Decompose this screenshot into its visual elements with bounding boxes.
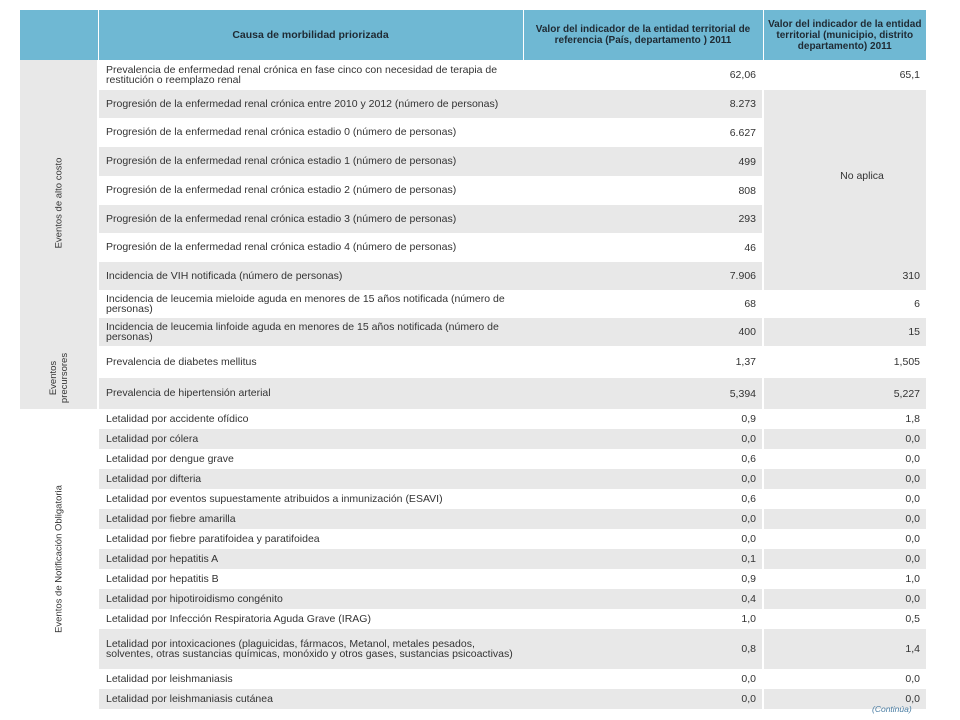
row-cause: Incidencia de VIH notificada (número de personas) bbox=[98, 262, 523, 290]
table-body bbox=[20, 60, 926, 709]
table-row bbox=[20, 90, 926, 118]
row-reference-value: 0,6 bbox=[523, 449, 763, 469]
row-reference-value: 68 bbox=[523, 290, 763, 318]
no-aplica-cell: No aplica bbox=[763, 90, 926, 262]
group-precursores bbox=[20, 346, 98, 409]
row-reference-value: 0,0 bbox=[523, 689, 763, 709]
row-reference-value: 0,4 bbox=[523, 589, 763, 609]
row-cause: Letalidad por hipotiroidismo congénito bbox=[98, 589, 523, 609]
row-cause: Progresión de la enfermedad renal crónica estadio 1 (número de personas) bbox=[98, 147, 523, 176]
header-cause: Causa de morbilidad priorizada bbox=[98, 10, 523, 60]
continua-note: (Continúa) bbox=[872, 704, 912, 714]
row-territorial-value: 0,0 bbox=[763, 549, 926, 569]
table-row bbox=[20, 262, 926, 290]
row-cause: Progresión de la enfermedad renal crónica estadio 2 (número de personas) bbox=[98, 176, 523, 205]
row-reference-value: 0,9 bbox=[523, 409, 763, 429]
row-cause: Letalidad por hepatitis B bbox=[98, 569, 523, 589]
row-reference-value: 0,0 bbox=[523, 509, 763, 529]
table-row bbox=[20, 489, 926, 509]
row-cause: Incidencia de leucemia linfoide aguda en menores de 15 años notificada (número de personas) bbox=[98, 318, 523, 346]
group-label-alto-costo: Eventos de alto costo bbox=[53, 157, 64, 249]
table-row bbox=[20, 346, 926, 378]
table-row bbox=[20, 549, 926, 569]
row-reference-value: 0,0 bbox=[523, 669, 763, 689]
table-header bbox=[20, 10, 926, 60]
table-row bbox=[20, 669, 926, 689]
header-reference: Valor del indicador de la entidad territorial de referencia (País, departamento ) 2011 bbox=[523, 10, 763, 60]
row-reference-value: 0,8 bbox=[523, 629, 763, 669]
row-cause: Progresión de la enfermedad renal crónica estadio 3 (número de personas) bbox=[98, 205, 523, 233]
row-reference-value: 0,1 bbox=[523, 549, 763, 569]
row-territorial-value: 6 bbox=[763, 290, 926, 318]
row-cause: Incidencia de leucemia mieloide aguda en menores de 15 años notificada (número de personas) bbox=[98, 290, 523, 318]
table-row bbox=[20, 609, 926, 629]
group-label-precursores-line1: Eventos bbox=[47, 360, 59, 395]
row-cause: Letalidad por Infección Respiratoria Aguda Grave (IRAG) bbox=[98, 609, 523, 629]
table-row bbox=[20, 509, 926, 529]
row-territorial-value: 1,8 bbox=[763, 409, 926, 429]
row-reference-value: 0,0 bbox=[523, 529, 763, 549]
table-row bbox=[20, 318, 926, 346]
group-label-precursores bbox=[48, 352, 70, 402]
row-cause: Progresión de la enfermedad renal crónica entre 2010 y 2012 (número de personas) bbox=[98, 90, 523, 118]
row-territorial-value: 15 bbox=[763, 318, 926, 346]
row-cause: Progresión de la enfermedad renal crónica estadio 4 (número de personas) bbox=[98, 233, 523, 262]
row-territorial-value: 1,505 bbox=[763, 346, 926, 378]
row-reference-value: 0,0 bbox=[523, 429, 763, 449]
table-row bbox=[20, 449, 926, 469]
row-cause: Letalidad por difteria bbox=[98, 469, 523, 489]
morbidity-table bbox=[20, 10, 926, 709]
table-row bbox=[20, 589, 926, 609]
row-cause: Progresión de la enfermedad renal crónica estadio 0 (número de personas) bbox=[98, 118, 523, 147]
row-reference-value: 5,394 bbox=[523, 378, 763, 409]
row-reference-value: 293 bbox=[523, 205, 763, 233]
table-row bbox=[20, 629, 926, 669]
row-cause: Letalidad por accidente ofídico bbox=[98, 409, 523, 429]
row-cause: Prevalencia de hipertensión arterial bbox=[98, 378, 523, 409]
table-row bbox=[20, 469, 926, 489]
row-reference-value: 808 bbox=[523, 176, 763, 205]
header-empty bbox=[20, 10, 98, 60]
row-cause: Letalidad por hepatitis A bbox=[98, 549, 523, 569]
row-reference-value: 8.273 bbox=[523, 90, 763, 118]
row-territorial-value: 0,0 bbox=[763, 429, 926, 449]
row-cause: Prevalencia de diabetes mellitus bbox=[98, 346, 523, 378]
group-alto-costo bbox=[20, 60, 98, 346]
row-territorial-value: 65,1 bbox=[763, 60, 926, 90]
row-cause: Letalidad por eventos supuestamente atribuidos a inmunización (ESAVI) bbox=[98, 489, 523, 509]
row-territorial-value: 0,0 bbox=[763, 489, 926, 509]
row-territorial-value: 1,4 bbox=[763, 629, 926, 669]
row-territorial-value: 1,0 bbox=[763, 569, 926, 589]
row-territorial-value: 0,0 bbox=[763, 469, 926, 489]
row-reference-value: 1,0 bbox=[523, 609, 763, 629]
row-reference-value: 0,0 bbox=[523, 469, 763, 489]
row-territorial-value: 0,0 bbox=[763, 529, 926, 549]
table-row bbox=[20, 689, 926, 709]
table-row bbox=[20, 290, 926, 318]
row-cause: Letalidad por dengue grave bbox=[98, 449, 523, 469]
row-territorial-value: 0,0 bbox=[763, 669, 926, 689]
row-reference-value: 62,06 bbox=[523, 60, 763, 90]
table-row bbox=[20, 409, 926, 429]
row-cause: Letalidad por leishmaniasis cutánea bbox=[98, 689, 523, 709]
row-cause: Prevalencia de enfermedad renal crónica en fase cinco con necesidad de terapia de restitución o reemplazo renal bbox=[98, 60, 523, 90]
row-reference-value: 499 bbox=[523, 147, 763, 176]
row-cause: Letalidad por leishmaniasis bbox=[98, 669, 523, 689]
row-territorial-value: 0,0 bbox=[763, 689, 926, 709]
row-reference-value: 0,9 bbox=[523, 569, 763, 589]
row-territorial-value: 0,0 bbox=[763, 449, 926, 469]
row-cause: Letalidad por fiebre amarilla bbox=[98, 509, 523, 529]
row-reference-value: 7.906 bbox=[523, 262, 763, 290]
table-row bbox=[20, 569, 926, 589]
table-row bbox=[20, 378, 926, 409]
table-row bbox=[20, 429, 926, 449]
row-territorial-value: 0,0 bbox=[763, 589, 926, 609]
group-label-precursores-line2: precursores bbox=[58, 352, 70, 403]
row-territorial-value: 0,0 bbox=[763, 509, 926, 529]
row-territorial-value: 310 bbox=[763, 262, 926, 290]
row-territorial-value: 0,5 bbox=[763, 609, 926, 629]
row-reference-value: 46 bbox=[523, 233, 763, 262]
header-territorial: Valor del indicador de la entidad territorial (municipio, distrito departamento) 2011 bbox=[763, 10, 926, 60]
table-row bbox=[20, 529, 926, 549]
table-row bbox=[20, 60, 926, 90]
row-reference-value: 0,6 bbox=[523, 489, 763, 509]
group-notificacion bbox=[20, 409, 98, 709]
row-reference-value: 1,37 bbox=[523, 346, 763, 378]
row-cause: Letalidad por fiebre paratifoidea y paratifoidea bbox=[98, 529, 523, 549]
row-cause: Letalidad por intoxicaciones (plaguicidas, fármacos, Metanol, metales pesados, solventes, otras sustancias químicas, monóxido y otros gases, sustancias psicoactivas) bbox=[98, 629, 523, 669]
row-cause: Letalidad por cólera bbox=[98, 429, 523, 449]
row-reference-value: 6.627 bbox=[523, 118, 763, 147]
row-reference-value: 400 bbox=[523, 318, 763, 346]
group-label-notificacion: Eventos de Notificación Obligatoria bbox=[53, 485, 64, 633]
row-territorial-value: 5,227 bbox=[763, 378, 926, 409]
